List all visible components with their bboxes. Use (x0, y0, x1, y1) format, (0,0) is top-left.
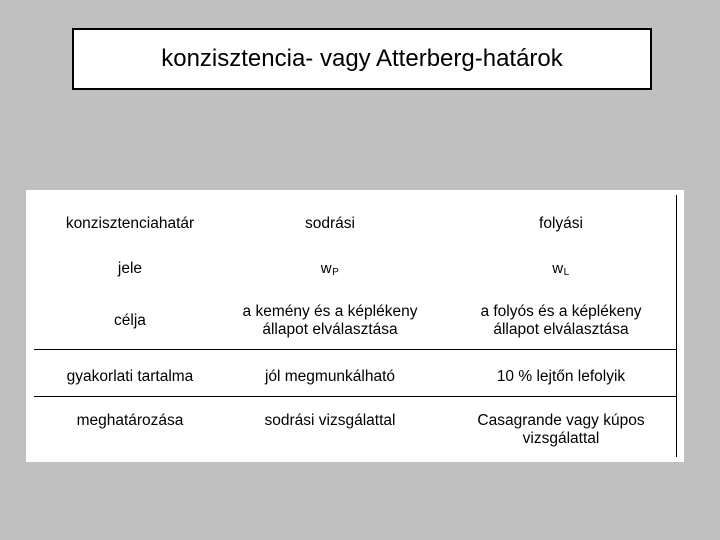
row-celja-folyasi-line2: állapot elválasztása (493, 321, 629, 338)
row-meghatarozasa-folyasi-line2: vizsgálattal (522, 430, 600, 447)
row-celja-folyasi-line1: a folyós és a képlékeny (480, 303, 642, 320)
row-jele-folyasi (454, 260, 668, 282)
table-divider-1 (34, 349, 677, 350)
header-sodrasi: sodrási (305, 215, 355, 232)
slide-title (72, 28, 652, 90)
symbol-wp-sub: P (332, 267, 340, 278)
slide-title-text: konzisztencia- vagy Atterberg-határok (161, 45, 563, 72)
atterberg-table (26, 190, 684, 462)
row-gyakorlati-sodrasi: jól megmunkálható (264, 368, 396, 385)
symbol-wl-sub: L (563, 267, 570, 278)
table-divider-2 (34, 396, 677, 397)
symbol-wl-base: w (552, 260, 564, 277)
symbol-wp-base: w (320, 260, 333, 277)
row-celja-label: célja (114, 312, 146, 329)
row-gyakorlati-folyasi: 10 % lejtőn lefolyik (496, 368, 626, 385)
header-konzisztenciahatar: konzisztenciahatár (65, 215, 195, 232)
table-right-border (676, 195, 677, 457)
row-meghatarozasa-folyasi-line1: Casagrande vagy kúpos (477, 412, 645, 429)
row-meghatarozasa-label: meghatározása (76, 412, 184, 429)
row-gyakorlati-label: gyakorlati tartalma (66, 368, 194, 385)
header-folyasi: folyási (539, 215, 583, 232)
row-jele-sodrasi (222, 260, 438, 282)
row-jele-label: jele (117, 260, 143, 277)
row-celja-sodrasi-line2: állapot elválasztása (262, 321, 398, 338)
row-meghatarozasa-sodrasi: sodrási vizsgálattal (264, 412, 396, 429)
row-celja-sodrasi-line1: a kemény és a képlékeny (242, 303, 418, 320)
